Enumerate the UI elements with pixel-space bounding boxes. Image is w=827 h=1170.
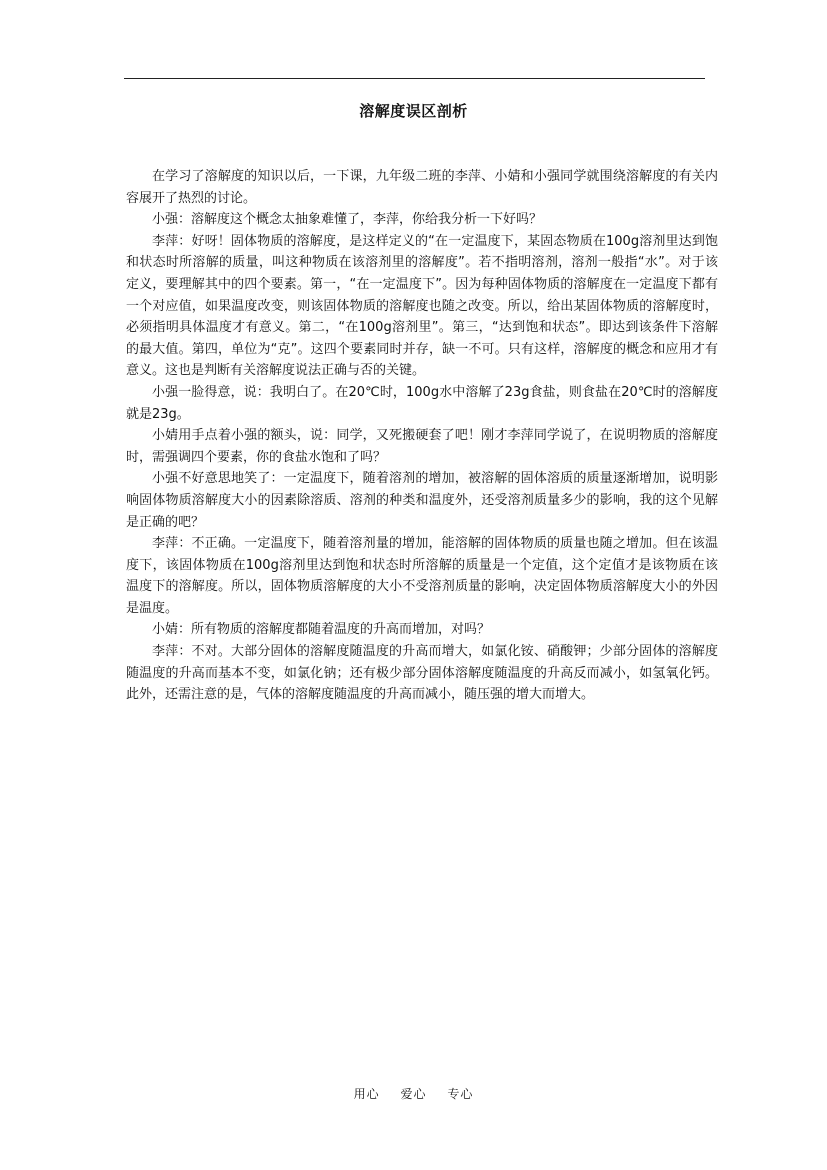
paragraph: 李萍：好呀！固体物质的溶解度，是这样定义的“在一定温度下，某固态物质在100g溶剂里达到饱和状态时所溶解的质量，叫这种物质在该溶剂里的溶解度”。若不指明溶剂，溶剂一般指“水”。对于该定义，要理解其中的四个要素。第一，“在一定温度下”。因为每种固体物质的溶解度在一定温度下都有一个对应值，如果温度改变，则该固体物质的溶解度也随之改变。所以，给出某固体物质的溶解度时，必须指明具体温度才有意义。第二，“在100g溶剂里”。第三，“达到饱和状态”。即达到该条件下溶解的最大值。第四，单位为“克”。这四个要素同时并存，缺一不可。只有这样，溶解度的概念和应用才有意义。这也是判断有关溶解度说法正确与否的关键。 <box>126 233 718 379</box>
paragraph: 小强一脸得意，说：我明白了。在20℃时，100g水中溶解了23g食盐，则食盐在20℃时的溶解度就是23g。 <box>126 384 718 422</box>
paragraph: 李萍：不对。大部分固体的溶解度随温度的升高而增大，如氯化铵、硝酸钾；少部分固体的溶解度随温度的升高而基本不变，如氯化钠；还有极少部分固体溶解度随温度的升高反而减小，如氢氧化钙。此外，还需注意的是，气体的溶解度随温度的升高而减小，随压强的增大而增大。 <box>126 644 718 703</box>
footer-item: 专心 <box>447 1087 474 1101</box>
paragraph: 小强：溶解度这个概念太抽象难懂了，李萍，你给我分析一下好吗？ <box>152 212 543 228</box>
paragraph: 小婧：所有物质的溶解度都随着温度的升高而增加，对吗？ <box>152 622 491 638</box>
header-rule <box>124 78 705 79</box>
paragraph: 小婧用手点着小强的额头，说：同学，又死搬硬套了吧！刚才李萍同学说了，在说明物质的溶解度时，需强调四个要素，你的食盐水饱和了吗？ <box>126 428 718 465</box>
article-body <box>126 166 718 706</box>
paragraph: 在学习了溶解度的知识以后，一下课，九年级二班的李萍、小婧和小强同学就围绕溶解度的有关内容展开了热烈的讨论。 <box>126 169 718 206</box>
footer-item: 爱心 <box>400 1087 427 1101</box>
page-footer <box>0 1085 827 1102</box>
page-title: 溶解度误区剖析 <box>359 102 468 120</box>
paragraph: 小强不好意思地笑了：一定温度下，随着溶剂的增加，被溶解的固体溶质的质量逐渐增加，说明影响固体物质溶解度大小的因素除溶质、溶剂的种类和温度外，还受溶剂质量多少的影响，我的这个见解是正确的吧？ <box>126 471 718 530</box>
footer-item: 用心 <box>353 1087 380 1101</box>
paragraph: 李萍：不正确。一定温度下，随着溶剂量的增加，能溶解的固体物质的质量也随之增加。但在该温度下，该固体物质在100g溶剂里达到饱和状态时所溶解的质量是一个定值，这个定值才是该物质在该温度下的溶解度。所以，固体物质溶解度的大小不受溶剂质量的影响，决定固体物质溶解度大小的外因是温度。 <box>126 536 718 616</box>
